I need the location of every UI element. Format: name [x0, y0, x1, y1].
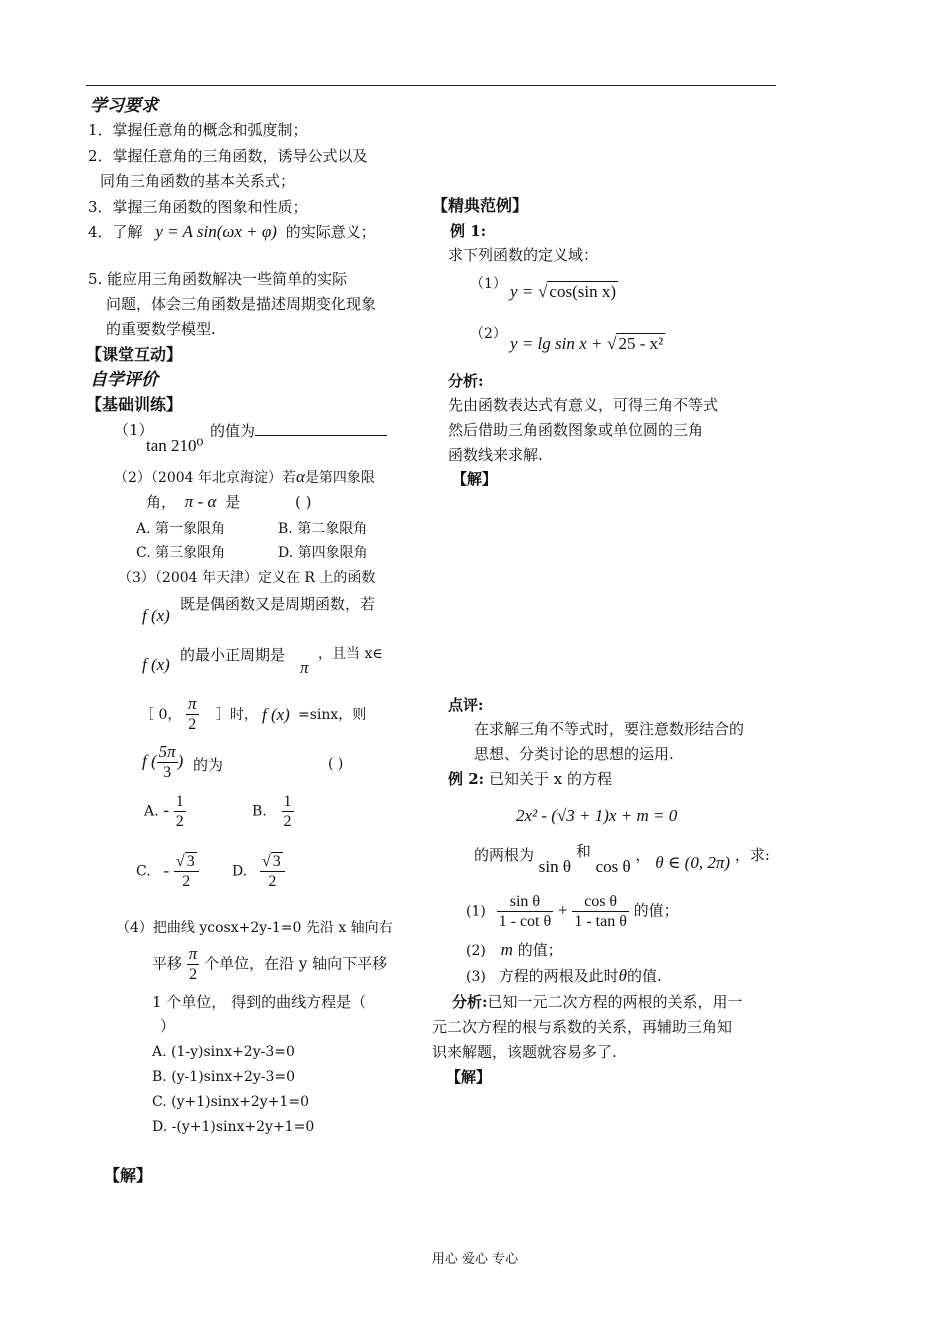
example-1-label: 例 1: [450, 222, 487, 240]
q3-answer-paren: ( ) [328, 756, 344, 772]
solution-label-right-2: 【解】 [446, 1068, 492, 1086]
q4-option-d: D. -(y+1)sinx+2y+1=0 [152, 1119, 315, 1135]
analysis-label-1: 分析: [448, 372, 484, 390]
q2-option-c: C. 第三象限角 [136, 545, 226, 561]
comment-line1: 在求解三角不等式时，要注意数形结合的 [474, 720, 745, 738]
q1-expression: tan 210⁰ [146, 436, 204, 455]
ex2-part3: (3) 方程的两根及此时θ的值. [466, 966, 662, 985]
question-2: （2）（2004 年北京海淀）若α是第四象限 [114, 467, 375, 486]
question-3: （3）（2004 年天津）定义在 R 上的函数 [118, 570, 376, 586]
q4-option-a: A. (1-y)sinx+2y-3=0 [152, 1044, 295, 1060]
section-self-evaluation: 自学评价 [90, 370, 158, 390]
q3-fx-c: f (x) [262, 705, 290, 724]
ex1-part2-num: （2） [470, 326, 507, 342]
q2-option-d: D. 第四象限角 [278, 545, 368, 561]
q3-fx-b: f (x) [142, 655, 170, 674]
q3-period-pi: π [300, 658, 309, 677]
analysis-1-line3: 函数线来求解. [448, 446, 543, 464]
question-4-cont: 平移 $\frac{\pi}{2}$ 个单位，在沿 y 轴向下平移 [152, 944, 388, 984]
analysis-2-line1: 分析:已知一元二次方程的两根的关系，用一 [452, 993, 743, 1011]
requirement-2-cont: 同角三角函数的基本关系式； [100, 172, 296, 190]
requirement-5: 5. 能应用三角函数解决一些简单的实际 [88, 270, 348, 288]
q2-option-a: A. 第一象限角 [136, 521, 226, 537]
section-class-interaction: 【课堂互动】 [86, 345, 183, 364]
comment-line2: 思想、分类讨论的思想的运用. [474, 745, 674, 763]
ex2-part2: (2) m 的值； [466, 940, 563, 959]
question-4-line3: 1 个单位， 得到的曲线方程是（ [152, 993, 367, 1011]
q3-option-b: B. $\frac{1}{2}$ [252, 793, 292, 831]
ex2-equation: 2x² - (√3 + 1)x + m = 0 [516, 806, 678, 825]
q3-option-d: D. $\frac{√ 3}{2}$ [232, 852, 285, 891]
page-footer: 用心 爱心 专心 [431, 1252, 519, 1267]
requirement-3: 3．掌握三角函数的图象和性质； [88, 198, 308, 216]
requirement-2: 2．掌握任意角的三角函数，诱导公式以及 [88, 147, 368, 165]
ex2-part1: (1) $\frac{\text{sin θ}}{\text{1 - cot θ}}$ + $\frac{\text{cos θ}}{\text{1 - tan θ}}$ 的值； [466, 893, 679, 931]
analysis-2-line3: 识来解题，该题就容易多了. [432, 1043, 617, 1061]
requirement-1: 1．掌握任意角的概念和弧度制； [88, 121, 308, 139]
comment-label: 点评: [448, 696, 484, 714]
q3-option-c: C. - $\frac{√ 3}{2}$ [136, 852, 199, 891]
ex1-part1-num: （1） [470, 276, 507, 292]
q3-value-text: 的为 [193, 756, 224, 774]
example-1-prompt: 求下列函数的定义域： [448, 246, 599, 264]
question-2-cont: 角， π - α 是 ( ) [146, 492, 312, 511]
q3-sinx: =sinx，则 [298, 707, 367, 723]
analysis-1-line2: 然后借助三角函数图象或单位圆的三角 [448, 421, 704, 439]
requirement-5-cont1: 问题，体会三角函数是描述周期变化现象 [106, 295, 377, 313]
q3-bracket-open: ［ 0， [140, 707, 182, 723]
q3-line3: 的最小正周期是 [180, 646, 286, 664]
q3-fx: f (x) [142, 606, 170, 625]
q3-pi-over-2: $\frac{\pi}{2}$ [188, 694, 197, 734]
section-basic-training: 【基础训练】 [86, 395, 183, 414]
section-heading-requirements: 学习要求 [90, 96, 158, 116]
analysis-1-line1: 先由函数表达式有意义，可得三角不等式 [448, 396, 719, 414]
requirement-5-cont2: 的重要数学模型. [106, 320, 216, 338]
ex2-roots-line: 的两根为 sin θ 和 cos θ ， θ ∈ (0, 2π) ，求: [474, 842, 770, 876]
ex1-part1-expr: y = √ cos(sin x) [510, 282, 616, 301]
analysis-2-line2: 元二次方程的根与系数的关系，再辅助三角知 [432, 1018, 733, 1036]
q2-option-b: B. 第二象限角 [278, 521, 368, 537]
q3-bracket-close: ］时， [216, 707, 258, 723]
ex1-part2-expr: y = lg sin x + √ 25 - x² [510, 334, 664, 353]
q3-line3-cont: ，且当 x∈ [318, 646, 383, 662]
header-rule [86, 85, 776, 86]
solution-label-right-1: 【解】 [452, 470, 498, 488]
q3-line2: 既是偶函数又是周期函数，若 [180, 595, 376, 613]
q3-f-5pi-3: f ( $\frac{5\pi}{3}$ ) [142, 742, 184, 782]
q4-option-b: B. (y-1)sinx+2y-3=0 [152, 1069, 296, 1085]
requirement-4: 4．了解 y = A sin(ωx + φ) 的实际意义； [88, 222, 376, 241]
question-4: （4）把曲线 ycosx+2y-1=0 先沿 x 轴向右 [116, 920, 393, 936]
example-2: 例 2: 已知关于 x 的方程 [448, 770, 612, 788]
q4-option-c: C. (y+1)sinx+2y+1=0 [152, 1094, 309, 1110]
solution-label-left: 【解】 [104, 1166, 153, 1185]
question-1: （1） [114, 421, 154, 439]
q3-option-a: A. - $\frac{1}{2}$ [144, 793, 184, 831]
section-classic-examples: 【精典范例】 [432, 196, 529, 215]
question-4-line4: ） [160, 1017, 176, 1035]
formula-sinusoid: y = A sin(ωx + φ) [155, 222, 277, 241]
q1-text: 的值为 [210, 422, 256, 440]
answer-blank [255, 421, 387, 436]
